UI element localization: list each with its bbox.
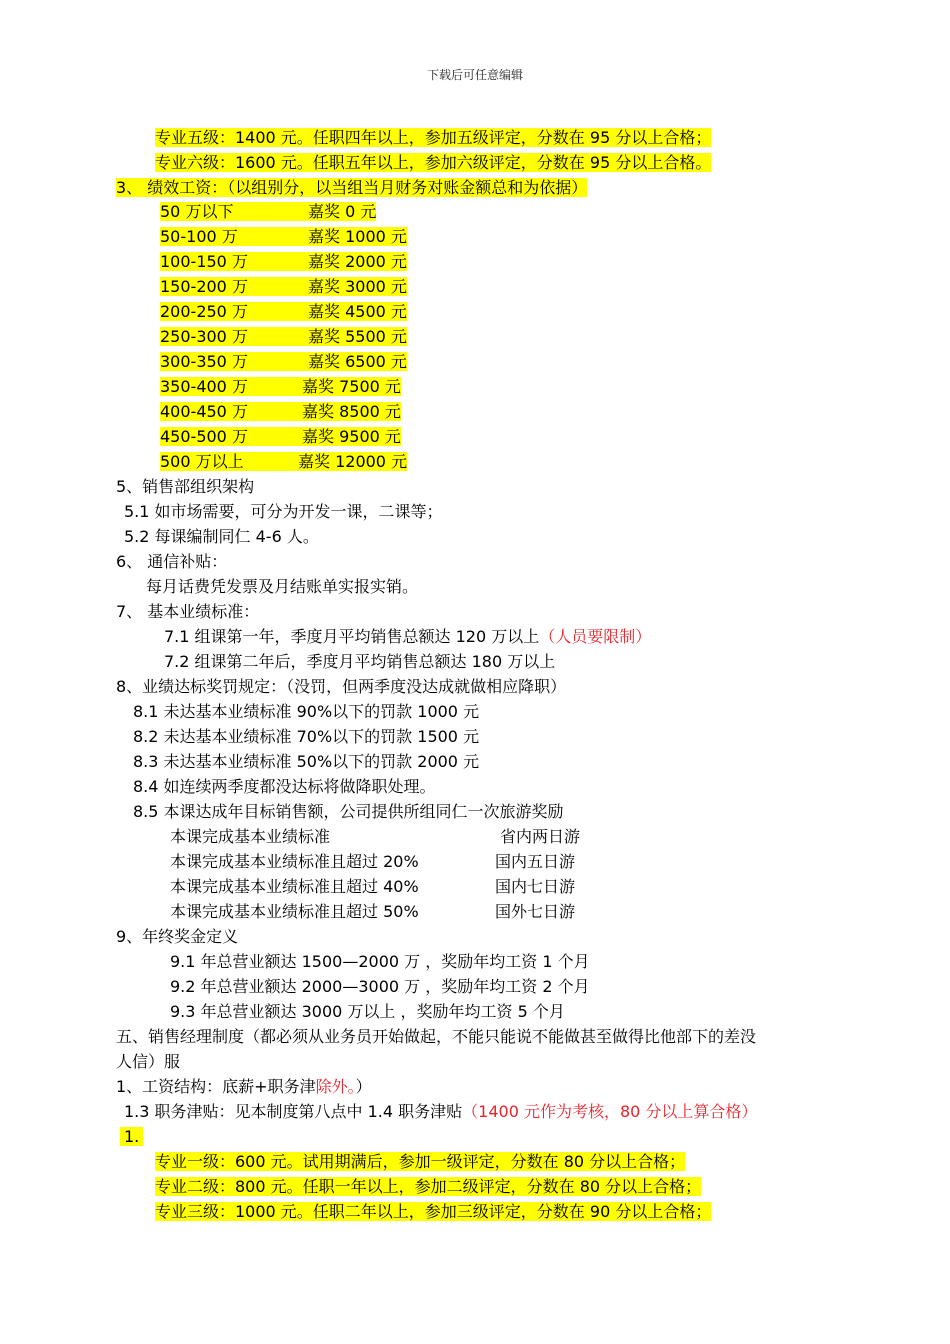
- highlighted-text: 3、 绩效工资：（以组别分，以当组当月财务对账金额总和为依据）: [116, 178, 588, 197]
- travel-row: [170, 900, 575, 924]
- tier-row-text: [160, 227, 407, 246]
- tier-bonus: 嘉奖 8500 元: [302, 402, 401, 421]
- highlighted-text: 专业一级：600 元。试用期满后，参加一级评定，分数在 80 分以上合格；: [155, 1152, 686, 1171]
- tier-row: [160, 200, 376, 224]
- tier-bonus: 嘉奖 6500 元: [308, 352, 407, 371]
- travel-reward: 省内两日游: [500, 827, 581, 846]
- text-line: 5.2 每课编制同仁 4-6 人。: [124, 527, 319, 546]
- tier-row: [160, 350, 407, 374]
- text-line: 8.4 如连续两季度都没达标将做降职处理。: [133, 777, 436, 796]
- tier-range: 200-250 万: [160, 302, 248, 321]
- level-5-line: [155, 126, 711, 150]
- performance-pay-heading: [116, 176, 587, 200]
- page-header: 下载后可任意编辑: [426, 68, 523, 82]
- red-note: （人员要限制）: [539, 627, 652, 646]
- travel-row: [170, 875, 575, 899]
- text-line: 9.2 年总营业额达 2000—3000 万 ，奖励年均工资 2 个月: [170, 977, 590, 996]
- tier-row: [160, 275, 407, 299]
- year-end-bonus-heading: 9、年终奖金定义: [116, 927, 239, 946]
- tier-bonus: 嘉奖 3000 元: [308, 277, 407, 296]
- tier-range: 300-350 万: [160, 352, 248, 371]
- travel-condition: 本课完成基本业绩标准: [170, 827, 331, 846]
- text-line: 9.3 年总营业额达 3000 万以上 ，奖励年均工资 5 个月: [170, 1002, 565, 1021]
- position-allowance-line: [124, 1100, 757, 1124]
- level-3-line: [155, 1200, 711, 1224]
- text-line: 8.2 未达基本业绩标准 70%以下的罚款 1500 元: [133, 727, 480, 746]
- tier-range: 250-300 万: [160, 327, 248, 346]
- tier-row: [160, 300, 407, 324]
- reward-penalty-heading: 8、业绩达标奖罚规定：（没罚，但两季度没达成就做相应降职）: [116, 677, 567, 696]
- tier-row-text: [160, 277, 407, 296]
- text-line: 9.1 年总营业额达 1500—2000 万 ，奖励年均工资 1 个月: [170, 952, 590, 971]
- tier-range: 50-100 万: [160, 227, 238, 246]
- red-note: （1400 元作为考核，80 分以上算合格）: [462, 1102, 758, 1121]
- tier-row-text: [160, 427, 401, 446]
- manager-system-heading: 五、销售经理制度（都必须从业务员开始做起，不能只能说不能做甚至做得比他部下的差没: [116, 1027, 757, 1046]
- tier-range: 350-400 万: [160, 377, 248, 396]
- travel-condition: 本课完成基本业绩标准且超过 50%: [170, 902, 419, 921]
- tier-bonus: 嘉奖 12000 元: [298, 452, 408, 471]
- highlighted-text: 专业三级：1000 元。任职二年以上，参加三级评定，分数在 90 分以上合格；: [155, 1202, 712, 1221]
- list-marker-line: [120, 1125, 143, 1149]
- tier-range: 450-500 万: [160, 427, 248, 446]
- tier-row: [160, 375, 401, 399]
- tier-row-text: [160, 327, 407, 346]
- tier-row: [160, 225, 407, 249]
- tier-bonus: 嘉奖 1000 元: [308, 227, 407, 246]
- highlighted-text: 专业五级：1400 元。任职四年以上，参加五级评定，分数在 95 分以上合格；: [155, 128, 712, 147]
- tier-bonus: 嘉奖 9500 元: [302, 427, 401, 446]
- travel-reward: 国外七日游: [495, 902, 576, 921]
- travel-reward: 国内七日游: [495, 877, 576, 896]
- highlighted-text: 专业二级：800 元。任职一年以上，参加二级评定，分数在 80 分以上合格；: [155, 1177, 702, 1196]
- tier-range: 400-450 万: [160, 402, 248, 421]
- text-line: 8.1 未达基本业绩标准 90%以下的罚款 1000 元: [133, 702, 480, 721]
- level-6-line: [155, 151, 711, 175]
- tier-row-text: [160, 402, 401, 421]
- tier-row-text: [160, 302, 407, 321]
- tier-row-text: [160, 352, 407, 371]
- level-2-line: [155, 1175, 701, 1199]
- tier-row: [160, 425, 401, 449]
- text-line: 人信）服: [116, 1052, 181, 1071]
- tier-range: 50 万以下: [160, 202, 234, 221]
- tier-row-text: [160, 252, 407, 271]
- sales-org-heading: 5、销售部组织架构: [116, 477, 255, 496]
- text-segment: 1.3 职务津贴：见本制度第八点中 1.4 职务津贴: [124, 1102, 463, 1121]
- salary-structure-line: [116, 1075, 372, 1099]
- tier-row-text: [160, 452, 407, 471]
- text-line: 8.5 本课达成年目标销售额，公司提供所组同仁一次旅游奖励: [133, 802, 564, 821]
- highlighted-text: 1.: [120, 1127, 143, 1146]
- tier-row-text: [160, 377, 401, 396]
- basic-standard-heading: 7、 基本业绩标准：: [116, 602, 260, 621]
- tier-range: 150-200 万: [160, 277, 248, 296]
- red-note: 除外。: [315, 1077, 356, 1096]
- text-segment: 1、工资结构：底薪+职务津: [116, 1077, 316, 1096]
- text-line: 5.1 如市场需要，可分为开发一课，二课等；: [124, 502, 443, 521]
- travel-condition: 本课完成基本业绩标准且超过 20%: [170, 852, 419, 871]
- tier-row: [160, 325, 407, 349]
- tier-bonus: 嘉奖 7500 元: [302, 377, 401, 396]
- text-line: 7.2 组课第二年后，季度月平均销售总额达 180 万以上: [164, 652, 556, 671]
- tier-row: [160, 400, 401, 424]
- tier-bonus: 嘉奖 0 元: [308, 202, 377, 221]
- tier-bonus: 嘉奖 5500 元: [308, 327, 407, 346]
- tier-range: 500 万以上: [160, 452, 244, 471]
- text-line: [164, 625, 651, 649]
- travel-row: [170, 850, 575, 874]
- text-line: 8.3 未达基本业绩标准 50%以下的罚款 2000 元: [133, 752, 480, 771]
- text-line: 每月话费凭发票及月结账单实报实销。: [146, 577, 419, 596]
- text-segment: 7.1 组课第一年，季度月平均销售总额达 120 万以上: [164, 627, 540, 646]
- travel-condition: 本课完成基本业绩标准且超过 40%: [170, 877, 419, 896]
- travel-reward: 国内五日游: [495, 852, 576, 871]
- tier-range: 100-150 万: [160, 252, 248, 271]
- tier-row: [160, 450, 407, 474]
- highlighted-text: 专业六级：1600 元。任职五年以上，参加六级评定，分数在 95 分以上合格。: [155, 153, 712, 172]
- level-1-line: [155, 1150, 685, 1174]
- text-segment: ）: [355, 1077, 372, 1096]
- tier-row-text: [160, 202, 376, 221]
- travel-row: [170, 825, 580, 849]
- tier-row: [160, 250, 407, 274]
- tier-bonus: 嘉奖 4500 元: [308, 302, 407, 321]
- tier-bonus: 嘉奖 2000 元: [308, 252, 407, 271]
- comm-allowance-heading: 6、 通信补贴：: [116, 552, 228, 571]
